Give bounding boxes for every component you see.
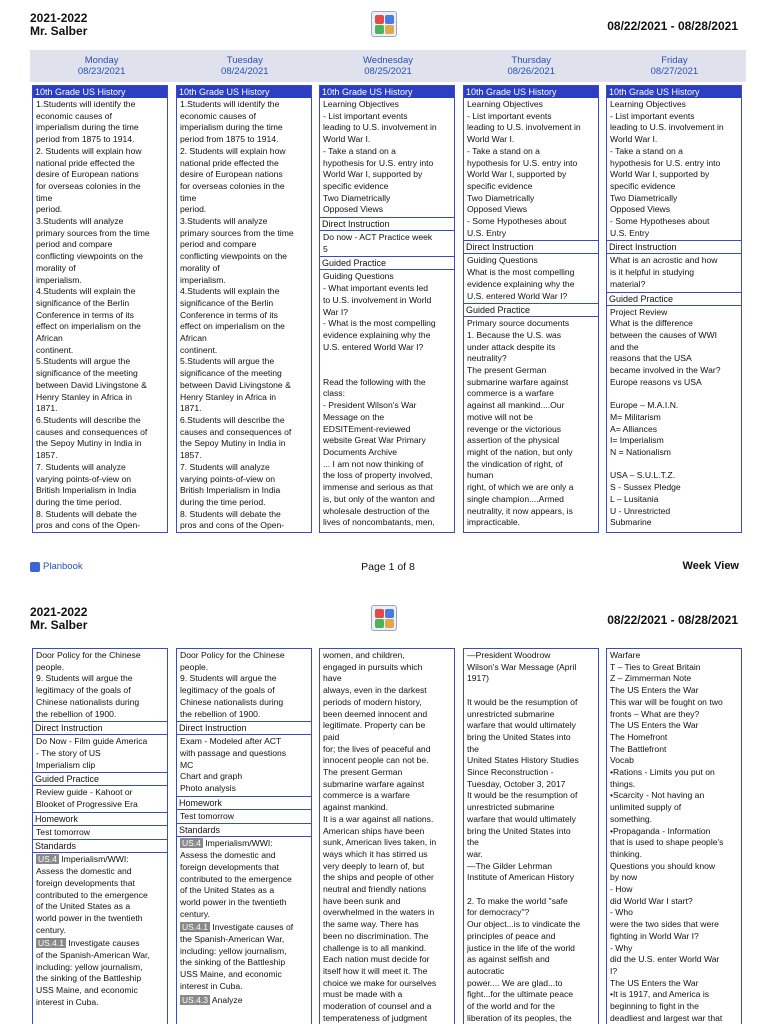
lesson-section <box>320 256 454 529</box>
section-header: Guided Practice <box>320 257 454 270</box>
teacher-name: Mr. Salber <box>30 618 88 632</box>
lesson-section <box>464 649 598 1024</box>
standard-item <box>177 994 311 1008</box>
section-body: Test tomorrow <box>180 810 234 821</box>
section-header: Direct Instruction <box>33 722 167 735</box>
page-2 <box>0 596 768 1024</box>
lesson-section <box>33 649 167 721</box>
lesson-section <box>33 772 167 811</box>
day-header-bar <box>30 50 746 82</box>
day-column-thursday[interactable] <box>463 85 599 533</box>
standard-code[interactable]: US.4 <box>38 854 57 865</box>
section-body: Door Policy for the Chinese people. 9. Students will argue the legitimacy of the goals of Chinese nationalists during the rebellion of 1900. <box>180 650 285 719</box>
header-info-2 <box>30 606 87 632</box>
standard-code[interactable]: US.4.1 <box>38 938 64 949</box>
lesson-section <box>320 649 454 1024</box>
page-number: Page 1 of 8 <box>361 561 415 573</box>
section-body: women, and children, engaged in pursuits which have always, even in the darkest periods of modern history, been deemed innocent and legitimate. Property can be paid for; the lives of peaceful and innocent people can not be. The present German submarine warfare against commerce is a warfare against mankind. It is a war against all nations. American ships have been sunk, American lives taken, in ways which it has stirred us very deeply to learn of, but the ships and people of other neutral and friendly nations have been sunk and overwhelmed in the waters in the same way. There has been no discrimination. The challenge is to all mankind. Each nation must decide for itself how it will meet it. The choice we make for ourselves must be made with a moderation of counsel and a temperateness of judgment <box>323 650 437 1023</box>
day-column-wednesday-cont[interactable] <box>319 648 455 1024</box>
standard-item <box>177 921 311 993</box>
page-footer <box>30 560 746 576</box>
section-body: —President Woodrow Wilson's War Message (April 1917) It would be the resumption of unrestricted submarine warfare that would ultimately bring the United States into the United States History Studies Since Reconstruction - Tuesday, October 3, 2017 It would be the resumption of unrestricted submarine warfare that would ultimately bring the United States into the war. —The Gilder Lehrman Institute of American History 2. To make the world "safe for democracy"? Our object...is to vindicate the principles of peace and justice in the life of the world as against selfish and autocratic power.... We are glad...to fight...for the ultimate peace of the world and for the liberation of its peoples, the <box>467 650 581 1023</box>
day-header-thursday[interactable]: Thursday 08/26/2021 <box>507 55 555 77</box>
standard-text: Analyze <box>210 994 243 1005</box>
lesson-section <box>177 649 311 721</box>
section-header: Homework <box>177 797 311 810</box>
lesson-section <box>33 86 167 533</box>
section-body: Primary source documents 1. Because the U.S. was under attack despite its neutrality? The present German submarine warfare against commerce is a warfare against all mankind....Our motive will not be revenge or the victorious assertion of the physical might of the nation, but only the vindication of right, of human right, of which we are only a single champion....Armed neutrality, it now appears, is impracticable. <box>467 318 574 528</box>
lesson-section <box>33 721 167 772</box>
lesson-section <box>464 86 598 240</box>
section-body: Do Now - Film guide America - The story of US Imperialism clip <box>36 736 148 770</box>
lesson-section <box>464 240 598 303</box>
day-header-monday[interactable]: Monday 08/23/2021 <box>77 55 126 77</box>
section-body: Guiding Questions What is the most compelling evidence explaining why the U.S. entered World War I? <box>467 255 575 301</box>
section-body: What is an acrostic and how is it helpful in studying material? <box>610 255 718 289</box>
day-column-tuesday-cont[interactable] <box>176 648 312 1024</box>
section-body: 1.Students will identify the economic causes of imperialism during the time period from 1875 to 1914. 2. Students will explain how national pride effected the desire of European nations for overseas colonies in the time period. 3.Students will analyze primary sources from the time period and compare conflicting viewpoints on the morality of imperialism. 4.Students will explain the significance of the Berlin Conference in terms of its effect on imperialism on the African continent. 5.Students will argue the significance of the meeting between David Livingstone & Henry Stanley in Africa in 1871. 6.Students will describe the causes and consequences of the Sepoy Mutiny in India in 1857. 7. Students will analyze varying points-of-view on British Imperialism in India during the time period. 8. Students will debate the pros and cons of the Open- <box>36 99 150 531</box>
day-column-monday-cont[interactable] <box>32 648 168 1024</box>
day-column-monday[interactable] <box>32 85 168 533</box>
section-header: 10th Grade US History <box>320 86 454 98</box>
lesson-section <box>464 303 598 530</box>
section-body: Project Review What is the difference between the causes of WWI and the reasons that the USA became involved in the War? Europe reasons vs USA Europe – M.A.I.N. M= Militarism A= Alliances I= Imperialism N = Nationalism USA – S.U.L.T.Z. S - Sussex Pledge L – Lusitania U - Unrestricted Submarine <box>610 306 721 528</box>
lesson-section <box>177 721 311 796</box>
planbook-logo-icon <box>371 11 397 37</box>
standard-code[interactable]: US.4.1 <box>182 922 208 933</box>
day-column-wednesday[interactable] <box>319 85 455 533</box>
day-column-thursday-cont[interactable] <box>463 648 599 1024</box>
section-header: 10th Grade US History <box>607 86 741 98</box>
lesson-section <box>33 839 167 1009</box>
lesson-section <box>33 812 167 840</box>
section-header: Standards <box>33 840 167 853</box>
section-header: Direct Instruction <box>607 241 741 254</box>
planbook-logo-icon <box>371 605 397 631</box>
section-body: Test tomorrow <box>36 826 90 837</box>
section-header: Direct Instruction <box>177 722 311 735</box>
lesson-section <box>607 86 741 240</box>
standard-text: Imperialism/WWI: Assess the domestic and foreign developments that contributed to the emergence of the United States as a world power in the twentieth century. <box>180 838 292 919</box>
section-body: Learning Objectives - List important events leading to U.S. involvement in World War I. - Take a stand on a hypothesis for U.S. entry into World War I, supported by specific evidence Two Diametrically Opposed Views <box>323 99 437 215</box>
standard-item <box>33 937 167 1009</box>
standard-item <box>33 853 167 937</box>
section-header: Direct Instruction <box>320 218 454 231</box>
lesson-section <box>177 796 311 824</box>
section-body: Learning Objectives - List important events leading to U.S. involvement in World War I. - Take a stand on a hypothesis for U.S. entry into World War I, supported by specific evidence Two Diametrically Opposed Views - Some Hypotheses about U.S. Entry <box>467 99 581 238</box>
lesson-section <box>320 217 454 256</box>
teacher-name: Mr. Salber <box>30 24 88 38</box>
section-header: 10th Grade US History <box>177 86 311 98</box>
section-body: Warfare T – Ties to Great Britain Z – Zimmerman Note The US Enters the War This war will be fought on two fronts – What are they? The US Enters the War The Homefront The Battlefront Vocab •Rations - Limits you put on things. •Scarcity - Not having an unlimited supply of something. •Propaganda - Information that is used to shape people's thinking. Questions you should know by now - How did World War I start? - Who were the two sides that were fighting in World War I? - Why did the U.S. enter World War I? The US Enters the War •It is 1917, and America is beginning to fight in the deadliest and largest war that <box>610 650 724 1023</box>
section-header: Direct Instruction <box>464 241 598 254</box>
standard-item <box>177 837 311 921</box>
lesson-section <box>607 292 741 530</box>
lesson-section <box>177 823 311 1007</box>
section-header: Guided Practice <box>464 304 598 317</box>
lesson-section <box>320 86 454 217</box>
lesson-section <box>607 240 741 291</box>
school-year: 2021-2022 <box>30 605 88 619</box>
section-body: Guiding Questions - What important events led to U.S. involvement in World War I? - What is the most compelling evidence explaining why the U.S. entered World War I? Read the following with the class: - President Wilson's War Message on the EDSITEment-reviewed website Great War Primary Documents Archive ... I am not now thinking of the loss of property involved, immense and serious as that is, but only of the wanton and wholesale destruction of the lives of noncombatants, men, <box>323 271 436 528</box>
date-range: 08/22/2021 - 08/28/2021 <box>607 19 738 33</box>
section-header: Guided Practice <box>607 293 741 306</box>
section-body: Learning Objectives - List important events leading to U.S. involvement in World War I. - Take a stand on a hypothesis for U.S. entry into World War I, supported by specific evidence Two Diametrically Opposed Views - Some Hypotheses about U.S. Entry <box>610 99 724 238</box>
section-header: Homework <box>33 813 167 826</box>
header-info <box>30 12 87 38</box>
section-body: Review guide - Kahoot or Blooket of Progressive Era <box>36 787 138 810</box>
day-column-friday-cont[interactable] <box>606 648 742 1024</box>
section-body: Do now - ACT Practice week 5 <box>323 232 433 254</box>
day-column-tuesday[interactable] <box>176 85 312 533</box>
day-header-tuesday[interactable]: Tuesday 08/24/2021 <box>221 55 269 77</box>
standard-text: Imperialism/WWI: Assess the domestic and foreign developments that contributed to the emergence of the United States as a world power in the twentieth century. <box>36 854 148 935</box>
standard-text: Investigate causes of the Spanish-American War, including: yellow journalism, the sinking of the Battleship USS Maine, and economic interest in Cuba. <box>180 922 294 991</box>
standard-text: Investigate causes of the Spanish-American War, including: yellow journalism, the sinking of the Battleship USS Maine, and economic interest in Cuba. <box>36 938 150 1007</box>
standard-code[interactable]: US.4 <box>182 838 201 849</box>
section-header: Guided Practice <box>33 773 167 786</box>
section-body: Door Policy for the Chinese people. 9. Students will argue the legitimacy of the goals of Chinese nationalists during the rebellion of 1900. <box>36 650 141 719</box>
day-column-friday[interactable] <box>606 85 742 533</box>
school-year: 2021-2022 <box>30 11 88 25</box>
date-range-2: 08/22/2021 - 08/28/2021 <box>607 613 738 627</box>
week-view-label: Week View <box>682 560 739 572</box>
lesson-section <box>607 649 741 1024</box>
section-header: 10th Grade US History <box>33 86 167 98</box>
day-header-wednesday[interactable]: Wednesday 08/25/2021 <box>363 55 413 77</box>
lesson-section <box>177 86 311 533</box>
day-header-friday[interactable]: Friday 08/27/2021 <box>650 55 699 77</box>
section-header: Standards <box>177 824 311 837</box>
planbook-link[interactable]: Planbook <box>30 561 83 572</box>
standard-code[interactable]: US.4.3 <box>182 994 208 1005</box>
section-header: 10th Grade US History <box>464 86 598 98</box>
section-body: Exam - Modeled after ACT with passage and questions MC Chart and graph Photo analysis <box>180 736 287 794</box>
section-body: 1.Students will identify the economic causes of imperialism during the time period from 1875 to 1914. 2. Students will explain how national pride effected the desire of European nations for overseas colonies in the time period. 3.Students will analyze primary sources from the time period and compare conflicting viewpoints on the morality of imperialism. 4.Students will explain the significance of the Berlin Conference in terms of its effect on imperialism on the African continent. 5.Students will argue the significance of the meeting between David Livingstone & Henry Stanley in Africa in 1871. 6.Students will describe the causes and consequences of the Sepoy Mutiny in India in 1857. 7. Students will analyze varying points-of-view on British Imperialism in India during the time period. 8. Students will debate the pros and cons of the Open- <box>180 99 294 531</box>
